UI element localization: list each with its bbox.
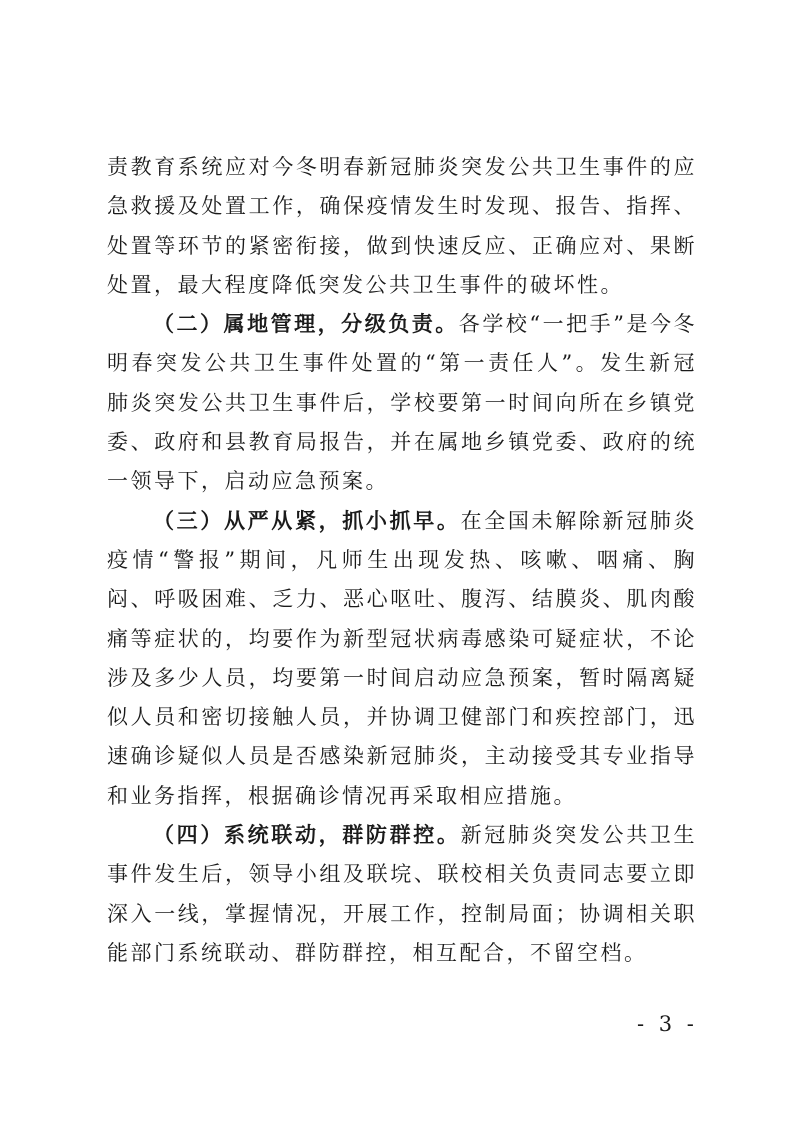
paragraph-heading: （三）从严从紧，抓小抓早。: [153, 508, 461, 533]
paragraph-jurisdiction: [107, 305, 697, 501]
paragraph-continuation: [107, 148, 697, 305]
document-body: [107, 148, 697, 973]
paragraph-text: 在全国未解除新冠肺炎疫情“警报”期间，凡师生出现发热、咳嗽、咽痛、胸闷、呼吸困难、乏力、恶心呕吐、腹泻、结膜炎、肌肉酸痛等症状的，均要作为新型冠状病毒感染可疑症状，不论涉及多少人员，均要第一时间启动应急预案，暂时隔离疑似人员和密切接触人员，并协调卫健部门和疾控部门，迅速确诊疑似人员是否感染新冠肺炎，主动接受其专业指导和业务指挥，根据确诊情况再采取相应措施。: [107, 508, 698, 808]
paragraph-joint-action: [107, 816, 697, 973]
paragraph-strict-control: [107, 502, 697, 816]
paragraph-text: 责教育系统应对今冬明春新冠肺炎突发公共卫生事件的应急救援及处置工作，确保疫情发生时发现、报告、指挥、处置等环节的紧密衔接，做到快速反应、正确应对、果断处置，最大程度降低突发公共卫生事件的破坏性。: [107, 155, 697, 297]
paragraph-text: 各学校“一把手”是今冬明春突发公共卫生事件处置的“第一责任人”。发生新冠肺炎突发公共卫生事件后，学校要第一时间向所在乡镇党委、政府和县教育局报告，并在属地乡镇党委、政府的统一领导下，启动应急预案。: [107, 312, 697, 494]
paragraph-text: 新冠肺炎突发公共卫生事件发生后，领导小组及联垸、联校相关负责同志要立即深入一线，掌握情况，开展工作，控制局面；协调相关职能部门系统联动、群防群控，相互配合，不留空档。: [107, 823, 698, 965]
paragraph-heading: （二）属地管理，分级负责。: [153, 312, 459, 337]
paragraph-heading: （四）系统联动，群防群控。: [153, 823, 461, 848]
page-number: - 3 -: [637, 1012, 698, 1036]
